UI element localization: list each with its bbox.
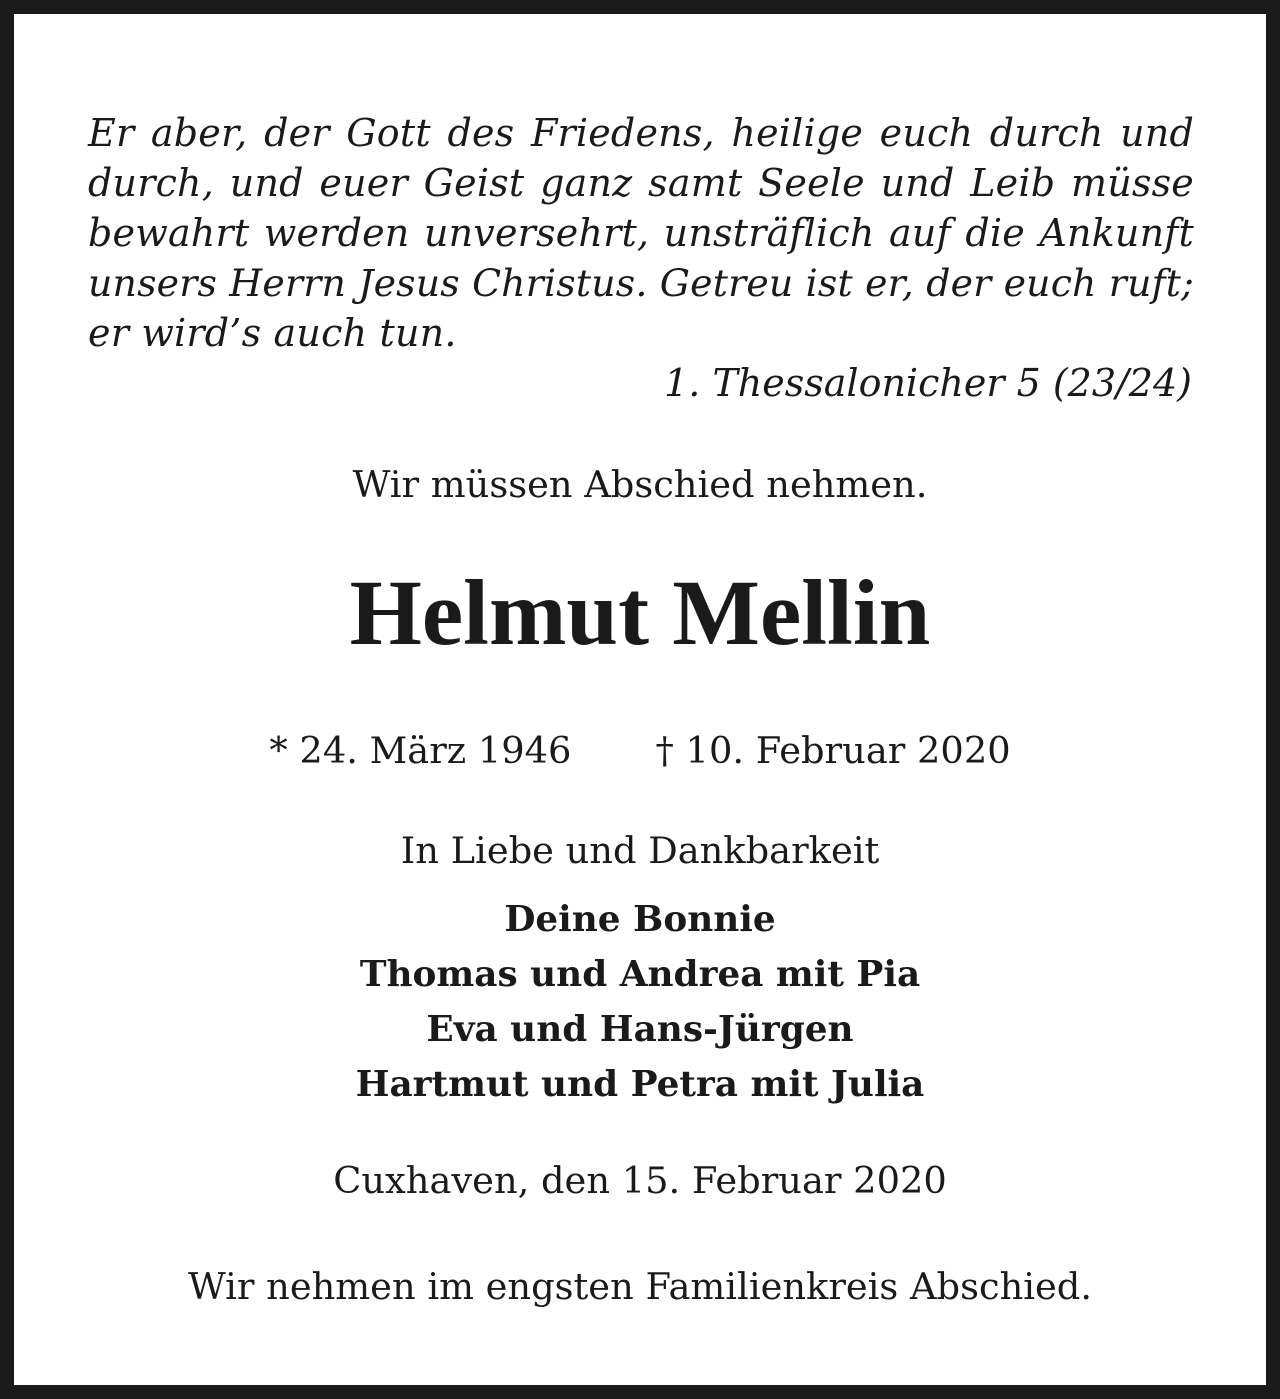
death-date: † 10. Februar 2020 [655,729,1011,772]
verse-reference: 1. Thessalonicher 5 (23/24) [664,361,1192,405]
family-list [14,892,1266,1112]
family-member: Deine Bonnie [504,898,776,940]
deceased-name: Helmut Mellin [349,562,931,665]
verse-line: Er aber, der Gott des Friedens, heilige euch durch und [88,111,1194,155]
life-dates [14,726,1266,776]
verse-line: durch, und euer Geist ganz samt Seele und Leib müsse [88,161,1194,205]
birth-date: * 24. März 1946 [269,729,572,772]
family-member: Thomas und Andrea mit Pia [359,953,921,995]
family-member: Eva und Hans-Jürgen [426,1008,854,1050]
final-note: Wir nehmen im engsten Familienkreis Abschied. [187,1265,1093,1308]
verse-line: er wird’s auch tun. [88,311,457,355]
family-member: Hartmut und Petra mit Julia [355,1063,925,1105]
place-and-date: Cuxhaven, den 15. Februar 2020 [333,1159,947,1202]
closing-phrase: In Liebe und Dankbarkeit [400,829,880,872]
bible-verse [88,108,1194,358]
verse-line: unsers Herrn Jesus Christus. Getreu ist er, der euch ruft; [88,261,1195,305]
intro-text: Wir müssen Abschied nehmen. [352,463,928,506]
verse-line: bewahrt werden unversehrt, unsträflich auf die Ankunft [88,211,1194,255]
